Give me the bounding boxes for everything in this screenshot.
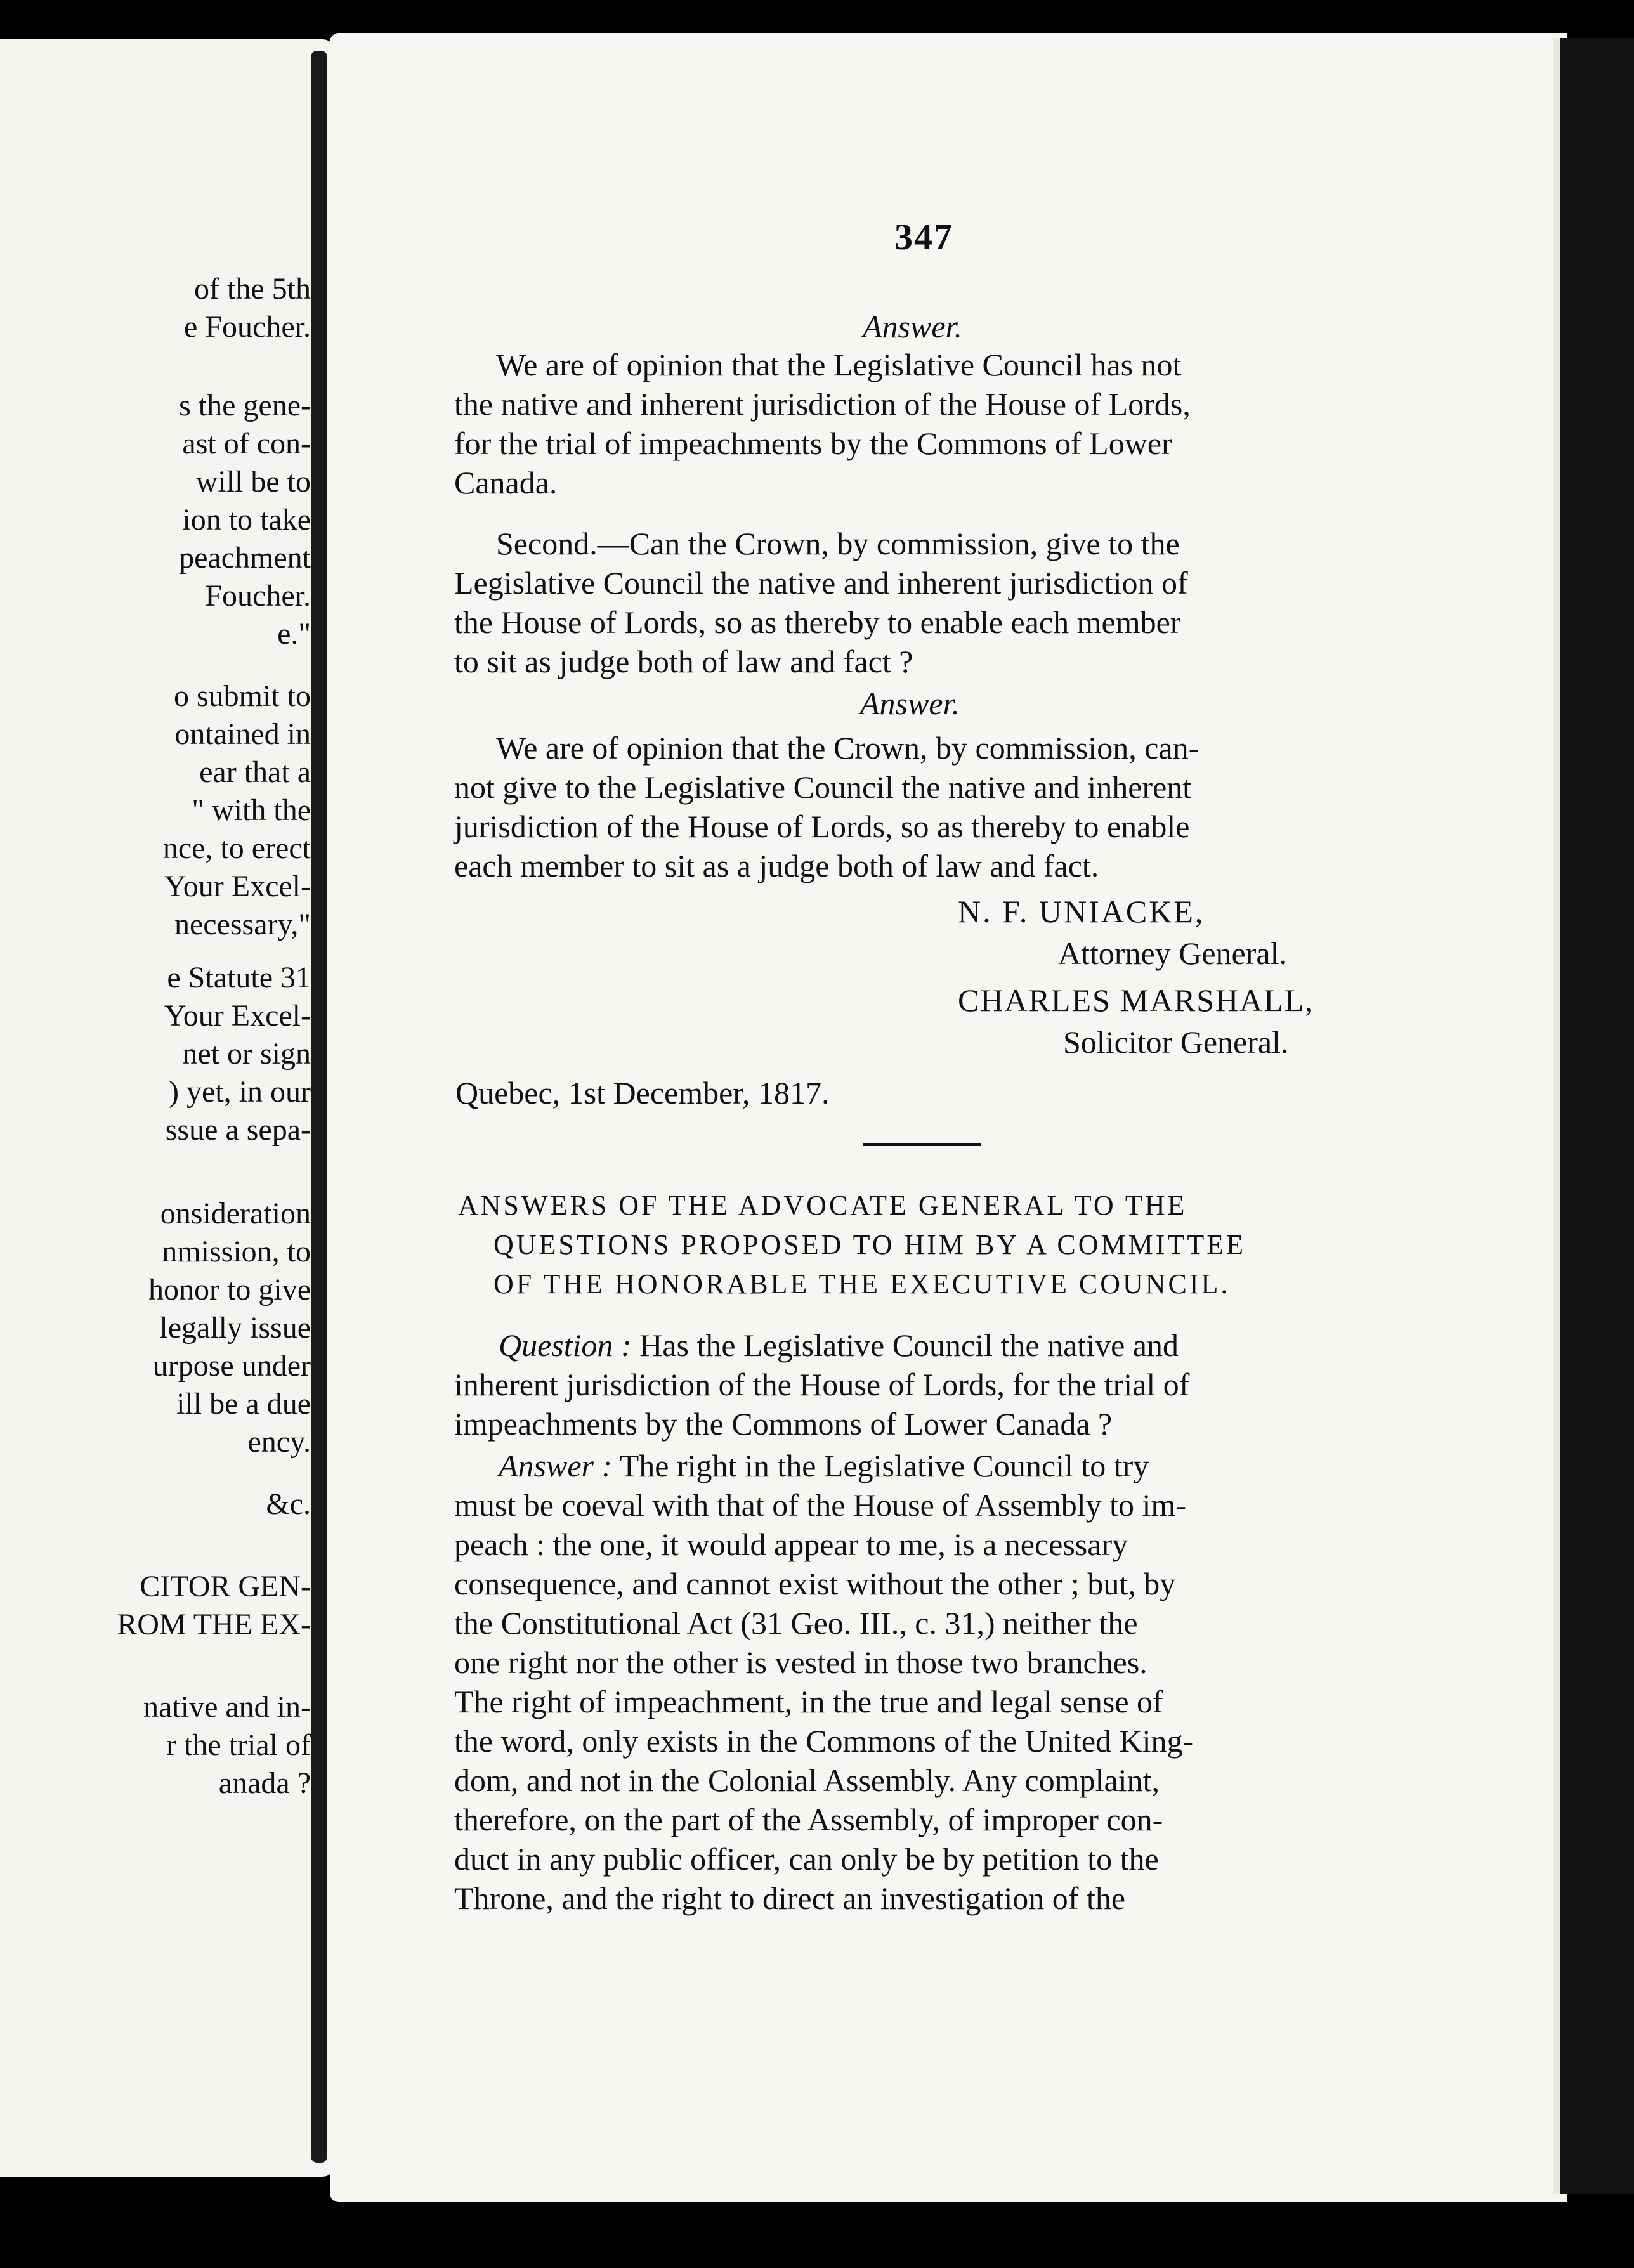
left-page-fragment: of the 5th bbox=[194, 272, 311, 306]
text-line: consequence, and cannot exist without the other ; but, by bbox=[454, 1566, 1176, 1601]
left-page-fragment: ast of con- bbox=[182, 427, 311, 460]
text-line: Throne, and the right to direct an investigation of the bbox=[454, 1880, 1126, 1916]
text-line: Second.—Can the Crown, by commission, give to the bbox=[496, 526, 1180, 561]
left-page-fragment: ontained in bbox=[174, 717, 311, 751]
left-page-fragment: ency. bbox=[247, 1425, 311, 1459]
question-label: Question : bbox=[499, 1327, 632, 1363]
text-line: to sit as judge both of law and fact ? bbox=[454, 644, 913, 679]
text-line: dom, and not in the Colonial Assembly. Any complaint, bbox=[454, 1763, 1160, 1798]
answer-heading: Answer. bbox=[863, 309, 962, 344]
text-line: peach : the one, it would appear to me, is a necessary bbox=[454, 1527, 1128, 1562]
section-heading-line: ANSWERS OF THE ADVOCATE GENERAL TO THE bbox=[458, 1190, 1187, 1221]
left-page-fragment: Foucher. bbox=[205, 579, 311, 613]
left-page-fragment: net or sign bbox=[182, 1037, 311, 1071]
text-line: jurisdiction of the House of Lords, so as thereby to enable bbox=[454, 809, 1190, 844]
text-line: each member to sit as a judge both of law and fact. bbox=[454, 848, 1099, 883]
left-page-fragment: nmission, to bbox=[162, 1235, 311, 1268]
left-page-fragment: ) yet, in our bbox=[169, 1075, 311, 1109]
signatory-name: CHARLES MARSHALL, bbox=[958, 982, 1314, 1018]
left-page-fragment: ion to take bbox=[182, 503, 311, 537]
text-line: therefore, on the part of the Assembly, of improper con- bbox=[454, 1802, 1163, 1837]
text-line: impeachments by the Commons of Lower Canada ? bbox=[454, 1406, 1113, 1442]
divider-rule bbox=[863, 1143, 981, 1146]
left-page-fragment: Your Excel- bbox=[164, 870, 311, 903]
text-line: must be coeval with that of the House of Assembly to im- bbox=[454, 1487, 1186, 1523]
text-line: for the trial of impeachments by the Commons of Lower bbox=[454, 426, 1172, 461]
signatory-title: Solicitor General. bbox=[1063, 1024, 1289, 1060]
book-gutter bbox=[311, 51, 327, 2163]
left-page-fragment: CITOR GEN- bbox=[140, 1570, 311, 1603]
section-heading-line: QUESTIONS PROPOSED TO HIM BY A COMMITTEE bbox=[493, 1229, 1246, 1260]
book-edge bbox=[1560, 38, 1634, 2194]
left-page-fragment: urpose under bbox=[152, 1349, 311, 1383]
signatory-title: Attorney General. bbox=[1058, 935, 1287, 971]
section-heading-line: OF THE HONORABLE THE EXECUTIVE COUNCIL. bbox=[493, 1268, 1231, 1300]
left-page-fragment: ear that a bbox=[199, 755, 311, 789]
text-line: Canada. bbox=[454, 465, 558, 500]
text-line: the native and inherent jurisdiction of the House of Lords, bbox=[454, 386, 1191, 422]
left-page-fragment: " with the bbox=[192, 793, 311, 827]
text-line: the word, only exists in the Commons of the United King- bbox=[454, 1723, 1194, 1759]
left-page-fragment: onsideration bbox=[160, 1197, 311, 1230]
left-page-fragment: ROM THE EX- bbox=[117, 1608, 311, 1641]
left-page-fragment: e Statute 31 bbox=[167, 961, 311, 994]
place-date: Quebec, 1st December, 1817. bbox=[455, 1075, 830, 1111]
text-line: We are of opinion that the Crown, by commission, can- bbox=[496, 730, 1199, 766]
left-page-fragment: e." bbox=[277, 617, 311, 651]
left-page bbox=[0, 39, 336, 2177]
answer-text: The right in the Legislative Council to try bbox=[612, 1448, 1149, 1483]
text-line: We are of opinion that the Legislative Council has not bbox=[496, 347, 1182, 382]
text-line: The right of impeachment, in the true and legal sense of bbox=[454, 1684, 1163, 1719]
text-line: Legislative Council the native and inherent jurisdiction of bbox=[454, 565, 1188, 601]
signatory-name: N. F. UNIACKE, bbox=[958, 894, 1205, 929]
left-page-fragment: s the gene- bbox=[179, 389, 311, 422]
text-line: one right nor the other is vested in those two branches. bbox=[454, 1645, 1147, 1680]
right-page bbox=[330, 33, 1567, 2202]
left-page-fragment: Your Excel- bbox=[164, 999, 311, 1033]
left-page-fragment: o submit to bbox=[173, 679, 311, 713]
text-line: the House of Lords, so as thereby to enable each member bbox=[454, 604, 1181, 640]
left-page-fragment: legally issue bbox=[159, 1311, 311, 1345]
text-line: not give to the Legislative Council the native and inherent bbox=[454, 769, 1192, 805]
left-page-fragment: nce, to erect bbox=[162, 831, 311, 865]
left-page-fragment: ill be a due bbox=[176, 1387, 311, 1421]
left-page-fragment: ssue a sepa- bbox=[165, 1113, 311, 1147]
left-page-fragment: peachment bbox=[179, 541, 311, 575]
text-line: the Constitutional Act (31 Geo. III., c. 31,) neither the bbox=[454, 1605, 1138, 1641]
left-page-fragment: honor to give bbox=[148, 1273, 311, 1307]
left-page-fragment: &c. bbox=[266, 1487, 311, 1521]
left-page-fragment: r the trial of bbox=[166, 1728, 311, 1762]
left-page-fragment: will be to bbox=[195, 465, 311, 499]
page-number: 347 bbox=[894, 216, 953, 257]
left-page-fragment: anada ? bbox=[218, 1766, 311, 1800]
question-text: Has the Legislative Council the native and bbox=[631, 1327, 1179, 1363]
left-page-fragment: e Foucher. bbox=[184, 310, 311, 344]
question-line bbox=[499, 1326, 1567, 1365]
text-line: duct in any public officer, can only be by petition to the bbox=[454, 1841, 1159, 1877]
left-page-fragment: necessary," bbox=[174, 908, 311, 941]
left-page-fragment: native and in- bbox=[143, 1690, 311, 1724]
answer-heading: Answer. bbox=[860, 686, 960, 721]
text-line: inherent jurisdiction of the House of Lords, for the trial of bbox=[454, 1367, 1190, 1402]
answer-line bbox=[499, 1446, 1567, 1485]
answer-label: Answer : bbox=[499, 1448, 613, 1483]
